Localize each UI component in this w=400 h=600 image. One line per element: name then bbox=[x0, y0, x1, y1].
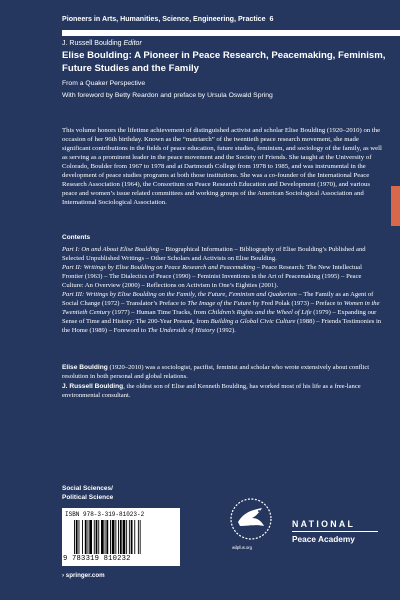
barcode-bar bbox=[131, 520, 133, 554]
barcode-bar bbox=[134, 520, 135, 554]
barcode-bar bbox=[96, 520, 98, 554]
wilpf-dove-logo-icon bbox=[228, 496, 274, 542]
barcode-bar bbox=[112, 520, 115, 554]
barcode-bars bbox=[74, 520, 174, 554]
barcode-bar bbox=[123, 520, 126, 554]
barcode-bar bbox=[129, 520, 130, 554]
part-3-text-e: (1988) – Friends Testimonies in the Home (1989) – Foreword to bbox=[62, 317, 382, 334]
barcode-bar bbox=[138, 520, 139, 554]
part-1-title: Part I: On and About Elise Boulding bbox=[62, 246, 159, 253]
barcode-bar bbox=[82, 520, 83, 554]
contents-part-1 bbox=[62, 246, 384, 264]
barcode-bar bbox=[94, 520, 95, 554]
book-title: Elise Boulding: A Pioneer in Peace Research, Peacemaking, Feminism, Future Studies and the Family bbox=[62, 50, 386, 74]
wilpf-url: wilpfus.org bbox=[232, 545, 253, 550]
barcode-bar bbox=[106, 520, 108, 554]
part-3-italic-3: Children’s Rights and the Wheel of Life bbox=[207, 308, 312, 316]
npa-rule bbox=[292, 531, 378, 532]
bio-elise bbox=[62, 363, 384, 381]
part-2-text: – Peace Research: The New Intellectual Frontier (1963) – The Dialectics of Peace (1990) – Feminist Inventions in the Art of Peacemaking (1995) – Peace Culture: An Overview (2000) – Reflections on Activism in One’s Eighties (2001). bbox=[62, 263, 362, 289]
part-3-italic-4: Building a Global Civic Culture bbox=[210, 317, 296, 325]
bio-elise-name: Elise Boulding bbox=[62, 364, 108, 371]
subject-category bbox=[62, 484, 113, 502]
barcode-bar bbox=[79, 520, 80, 554]
part-3-text-f: (1992). bbox=[214, 326, 236, 334]
barcode-bar bbox=[89, 520, 92, 554]
part-3-text-d: (1979) – Expanding our Sense of Time and History: The 200-Year Present, from bbox=[62, 308, 377, 325]
contents-part-2 bbox=[62, 264, 384, 291]
barcode-bar bbox=[74, 520, 75, 554]
isbn-digits: 9 783319 810232 bbox=[63, 555, 131, 563]
bio-russell bbox=[62, 382, 384, 400]
top-rule bbox=[62, 30, 400, 36]
springer-link[interactable]: › springer.com bbox=[62, 572, 105, 579]
part-3-text-b: by Fred Polak (1973) – Preface to bbox=[251, 299, 344, 307]
part-3-italic-2: Women in the Twentieth Century bbox=[62, 299, 380, 316]
national-peace-academy-logo bbox=[292, 519, 378, 544]
subject-line-2: Political Science bbox=[62, 494, 114, 501]
foreword-line: With foreword by Betty Reardon and preface by Ursula Oswald Spring bbox=[62, 92, 273, 99]
book-subtitle: From a Quaker Perspective bbox=[62, 80, 146, 87]
barcode-bar bbox=[110, 520, 111, 554]
bio-elise-text: (1920–2010) was a sociologist, pacifist, feminist and scholar who wrote extensively about conflict resolution in both personal and global relations. bbox=[62, 364, 370, 380]
description-blurb: This volume honors the lifetime achievement of distinguished activist and scholar Elise Boulding (1920–2010) on the occasion of her 96th birthday. Known as the “matriarch” of the twentieth peace research movement, she made significant contributions in the fields of peace education, future studies, feminism, and sociology of the family, as well as serving as a prominent leader in the peace movement and the Society of Friends. She taught at the University of Colorado, Boulder from 1967 to 1978 and at Dartmouth College from 1978 to 1985, and was instrumental in the development of peace studies programs at both those institutions. She was a co-founder of the International Peace Research Association (1964), the Consortium on Peace Research Education and Development (1970), and various peace and women’s issue related committees and working groups of the American Sociological Association and International Sociological Association. bbox=[62, 127, 382, 207]
bio-russell-text: , the oldest son of Elise and Kenneth Boulding, has worked most of his life as a free-lance environmental consultant. bbox=[62, 383, 361, 399]
part-3-text-a: – The Family as an Agent of Social Change (1972) – Translator’s Preface to bbox=[62, 290, 374, 307]
barcode-bar bbox=[126, 520, 127, 554]
barcode-bar bbox=[118, 520, 119, 554]
barcode-bar bbox=[140, 520, 141, 554]
contents-part-3 bbox=[62, 291, 384, 336]
part-3-title: Part III: Writings by Elise Boulding on the Family, the Future, Feminism and Quakerism bbox=[62, 290, 297, 298]
part-3-italic-1: The Image of the Future bbox=[187, 299, 252, 307]
contents-heading: Contents bbox=[62, 234, 91, 241]
editor-role: Editor bbox=[123, 40, 142, 47]
barcode-bar bbox=[115, 520, 116, 554]
barcode-bar bbox=[120, 520, 122, 554]
bio-russell-name: J. Russell Boulding bbox=[62, 383, 124, 390]
barcode-bar bbox=[88, 520, 89, 554]
subject-line-1: Social Sciences/ bbox=[62, 485, 113, 492]
barcode-bar bbox=[98, 520, 99, 554]
isbn-barcode bbox=[62, 508, 180, 566]
series-number: 6 bbox=[269, 15, 274, 23]
barcode-bar bbox=[105, 520, 106, 554]
isbn-label: ISBN 978-3-319-81023-2 bbox=[65, 511, 145, 518]
accent-tab bbox=[391, 186, 400, 226]
part-3-italic-5: The Underside of History bbox=[147, 326, 215, 334]
npa-line-1: NATIONAL bbox=[292, 519, 356, 529]
series-line bbox=[62, 15, 392, 23]
barcode-bar bbox=[101, 520, 104, 554]
part-3-text-c: (1977) – Human Time Tracks, from bbox=[110, 308, 208, 316]
editor-line bbox=[62, 40, 142, 47]
barcode-bar bbox=[85, 520, 87, 554]
series-name: Pioneers in Arts, Humanities, Science, Engineering, Practice bbox=[62, 15, 266, 23]
contents-list bbox=[62, 246, 384, 336]
part-1-text: – Biographical Information – Bibliography of Elise Boulding’s Published and Selected Unpublished Writings – Other Scholars and Activists on Elise Boulding. bbox=[62, 246, 366, 262]
part-2-title: Part II: Writings by Elise Boulding on Peace Research and Peacemaking bbox=[62, 263, 256, 271]
npa-line-2: Peace Academy bbox=[292, 534, 355, 544]
barcode-bar bbox=[76, 520, 78, 554]
editor-name: J. Russell Boulding bbox=[62, 40, 122, 47]
